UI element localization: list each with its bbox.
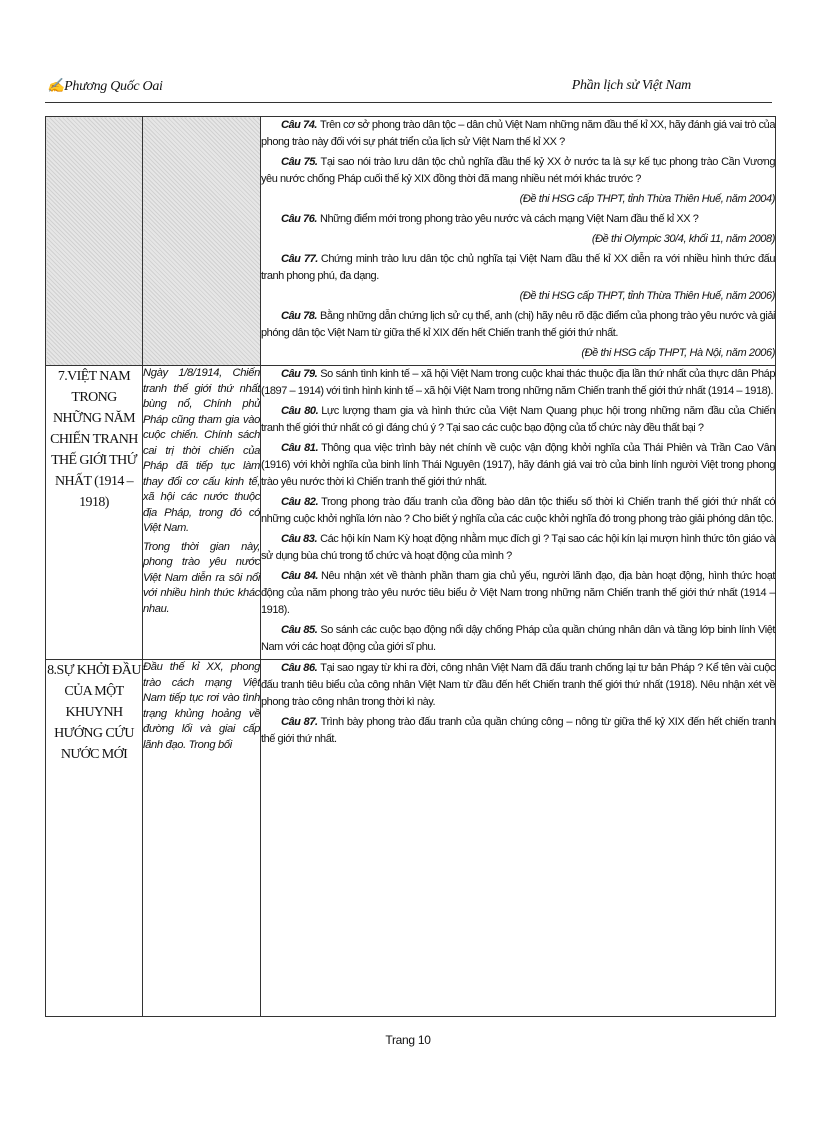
header-rule bbox=[45, 102, 772, 103]
question-list bbox=[261, 366, 776, 660]
question-item bbox=[261, 308, 775, 342]
question-item bbox=[261, 714, 775, 748]
question-label: Câu 84. bbox=[281, 570, 318, 582]
section-summary bbox=[143, 660, 261, 1017]
question-label: Câu 76. bbox=[281, 213, 317, 225]
question-label: Câu 82. bbox=[281, 496, 319, 508]
section-summary bbox=[143, 117, 261, 366]
question-text: Chứng minh trào lưu dân tộc chủ nghĩa tại Việt Nam đầu thế kỉ XX diễn ra với nhiều hình thức đấu tranh phong phú, đa dạng. bbox=[261, 253, 776, 282]
page-number: Trang 10 bbox=[385, 1033, 431, 1047]
question-item bbox=[261, 531, 775, 565]
question-item bbox=[261, 154, 775, 188]
question-label: Câu 87. bbox=[281, 716, 318, 728]
question-item bbox=[261, 117, 775, 151]
question-source: (Đề thi Olympic 30/4, khối 11, năm 2008) bbox=[591, 233, 775, 245]
question-item bbox=[261, 622, 775, 656]
content-table bbox=[45, 116, 776, 1017]
question-item bbox=[261, 440, 775, 491]
table-row bbox=[46, 117, 776, 366]
question-label: Câu 78. bbox=[281, 310, 318, 322]
question-label: Câu 77. bbox=[281, 253, 318, 265]
summary-paragraph: Ngày 1/8/1914, Chiến tranh thế giới thứ nhất bùng nổ, Chính phủ Pháp cũng tham gia vào cuộc chiến. Chính sách cai trị thời chiến của Pháp đã tiếp tục làm thay đổi cơ cấu kinh tế, xã hội các nước thuộc địa Pháp, trong đó có Việt Nam. bbox=[143, 367, 260, 534]
question-list bbox=[261, 660, 776, 1017]
summary-paragraph: Trong thời gian này, phong trào yêu nước Việt Nam diễn ra sôi nổi với nhiều hình thức khác nhau. bbox=[143, 540, 260, 615]
question-item bbox=[261, 251, 775, 285]
question-item bbox=[261, 494, 775, 528]
question-text: Tại sao ngay từ khi ra đời, công nhân Việt Nam đã đấu tranh chống lại tư bản Pháp ? Kể tên vài cuộc đấu tranh tiêu biểu của công nhân Việt Nam từ đầu đến hết Chiến tranh thế giới thứ nhất (1918). Nêu nhận xét về phong trào công nhân trong thời kì này. bbox=[261, 662, 775, 708]
table-row bbox=[46, 660, 776, 1017]
question-text: Trong phong trào đấu tranh của đồng bào dân tộc thiểu số thời kì Chiến tranh thế giới thứ nhất có những cuộc khởi nghĩa lớn nào ? Cho biết ý nghĩa của các cuộc khởi nghĩa đó trong phong trào giải phóng dân tộc. bbox=[261, 496, 775, 525]
question-label: Câu 81. bbox=[281, 442, 319, 454]
question-text: So sánh tình kinh tế – xã hội Việt Nam trong cuộc khai thác thuộc địa lần thứ nhất của thực dân Pháp (1897 – 1914) với tình hình kinh tế – xã hội Việt Nam trong những năm Chiến tranh thế giới thứ nhất (1914 – 1918). bbox=[261, 368, 775, 397]
question-label: Câu 80. bbox=[281, 405, 319, 417]
question-text: Nêu nhận xét về thành phần tham gia chủ yếu, người lãnh đạo, địa bàn hoạt động, hình thức hoạt động của năm phong trào yêu nước tiêu biểu ở Việt Nam trong những năm Chiến tranh thế giới thứ nhất (1914 – 1918). bbox=[261, 570, 775, 616]
question-text: Bằng những dẫn chứng lịch sử cụ thể, anh (chị) hãy nêu rõ đặc điểm của phong trào yêu nước và giải phóng dân tộc Việt Nam từ giữa thế kỉ XIX đến hết Chiến tranh thế giới thứ nhất. bbox=[261, 310, 775, 339]
question-item bbox=[261, 403, 775, 437]
header-author: ✍Phương Quốc Oai bbox=[47, 79, 163, 94]
question-label: Câu 75. bbox=[281, 156, 318, 168]
header-section: Phần lịch sử Việt Nam bbox=[571, 78, 691, 93]
question-text: Trên cơ sở phong trào dân tộc – dân chủ Việt Nam những năm đầu thế kỉ XX, hãy đánh giá vai trò của phong trào này đối với sự phát triển của lịch sử Việt Nam thế kỉ XX ? bbox=[261, 119, 775, 148]
question-text: So sánh các cuộc bạo động nổi dậy chống Pháp của quần chúng nhân dân và tầng lớp binh lính Việt Nam với các hoạt động của giới sĩ phu. bbox=[261, 624, 775, 653]
section-title bbox=[46, 117, 143, 366]
question-item bbox=[261, 366, 775, 400]
question-source: (Đề thi HSG cấp THPT, Hà Nội, năm 2006) bbox=[581, 347, 775, 359]
question-label: Câu 85. bbox=[281, 624, 318, 636]
question-item bbox=[261, 568, 775, 619]
question-source: (Đề thi HSG cấp THPT, tỉnh Thừa Thiên Huế, năm 2006) bbox=[519, 290, 775, 302]
question-label: Câu 74. bbox=[281, 119, 317, 131]
question-text: Lực lượng tham gia và hình thức của Việt Nam Quang phục hội trong những năm đầu của Chiến tranh thế giới thứ nhất có gì đáng chú ý ? Tại sao các cuộc bạo động của tổ chức này đều thất bại ? bbox=[261, 405, 775, 434]
content-table-body bbox=[46, 117, 776, 1017]
question-text: Thông qua việc trình bày nét chính về cuộc vận động khởi nghĩa của Thái Phiên và Trần Cao Vân (1916) với khởi nghĩa của binh lính Thái Nguyên (1917), hãy đánh giá vai trò của binh lính người Việt trong phong trào yêu nước thời kì Chiến tranh thế giới thứ nhất. bbox=[261, 442, 776, 488]
question-text: Tại sao nói trào lưu dân tộc chủ nghĩa đầu thế kỷ XX ở nước ta là sự kế tục phong trào Cần Vương yêu nước chống Pháp cuối thế kỷ XIX đồng thời đã mang nhiều nét mới khác trước ? bbox=[261, 156, 775, 185]
question-text: Các hội kín Nam Kỳ hoạt động nhằm mục đích gì ? Tại sao các hội kín lại mượn hình thức tôn giáo và sử dụng bùa chú trong tổ chức và hoạt động của mình ? bbox=[261, 533, 775, 562]
question-text: Những điểm mới trong phong trào yêu nước và cách mạng Việt Nam đầu thế kỉ XX ? bbox=[319, 213, 699, 225]
question-item bbox=[261, 660, 775, 711]
summary-paragraph: Đầu thế kỉ XX, phong trào cách mạng Việt Nam tiếp tục rơi vào tình trạng khủng hoảng về đường lối và giai cấp lãnh đạo. Trong bối bbox=[143, 661, 260, 751]
question-label: Câu 86. bbox=[281, 662, 318, 674]
table-row bbox=[46, 366, 776, 660]
question-source: (Đề thi HSG cấp THPT, tỉnh Thừa Thiên Huế, năm 2004) bbox=[519, 193, 775, 205]
section-title: 8.SỰ KHỞI ĐẦU CỦA MỘT KHUYNH HƯỚNG CỨU NƯỚC MỚI bbox=[46, 660, 143, 1017]
question-label: Câu 83. bbox=[281, 533, 318, 545]
section-summary bbox=[143, 366, 261, 660]
question-list bbox=[261, 117, 776, 366]
question-label: Câu 79. bbox=[281, 368, 318, 380]
question-text: Trình bày phong trào đấu tranh của quần chúng công – nông từ giữa thế kỷ XIX đến hết chiến tranh thế giới thứ nhất. bbox=[261, 716, 775, 745]
question-item bbox=[261, 211, 775, 228]
section-title: 7.VIỆT NAM TRONG NHỮNG NĂM CHIẾN TRANH THẾ GIỚI THỨ NHẤT (1914 – 1918) bbox=[46, 366, 143, 660]
